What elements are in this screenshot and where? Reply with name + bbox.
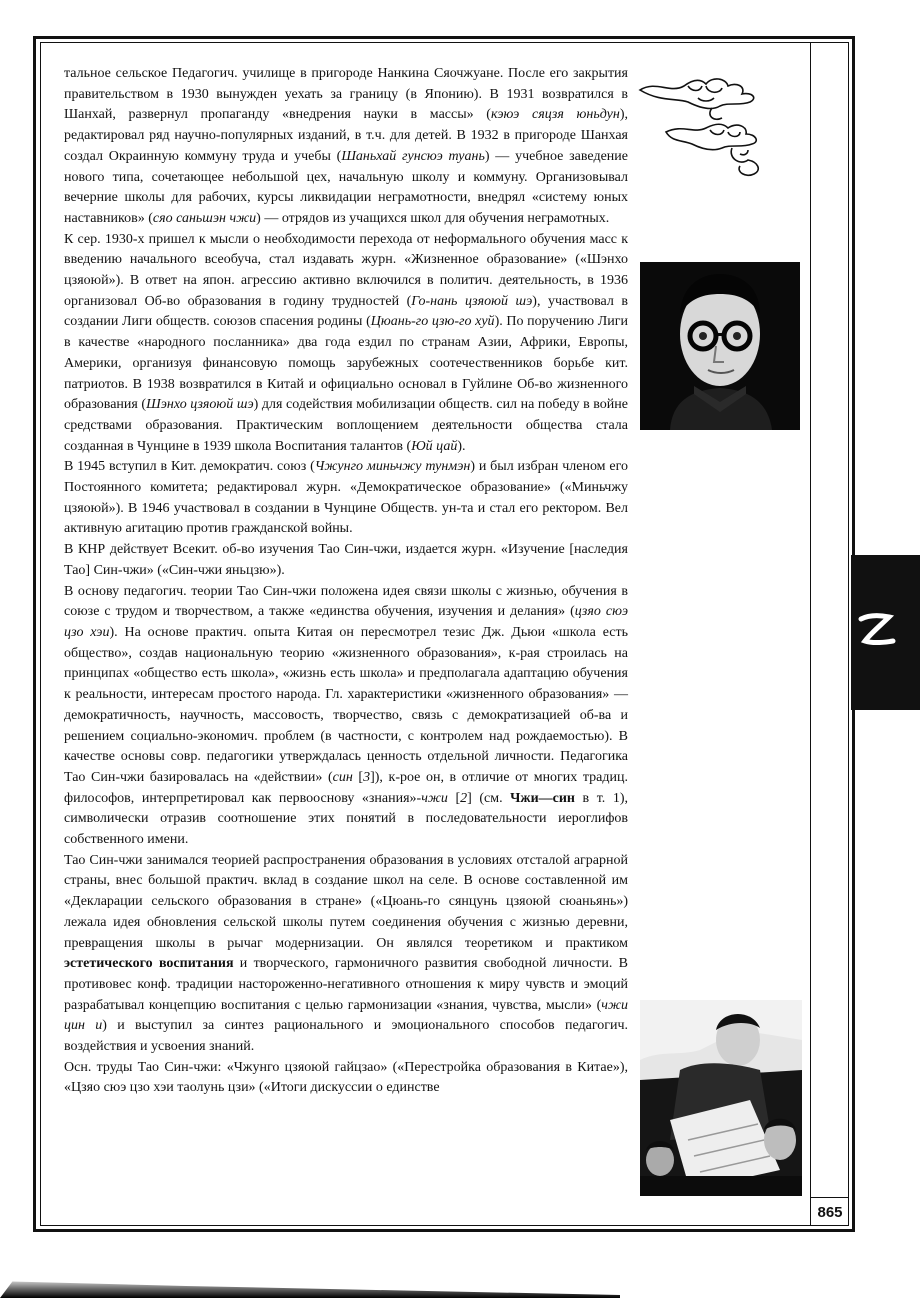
text-run: ). [457, 438, 466, 454]
section-thumb-tab [851, 555, 920, 710]
italic-term: Цюань-го цзю-го хуй [370, 314, 495, 330]
text-run: тальное сельское Педагогич. училище в пригороде Нанкина Сяочжуане. После его закрытия правительством в 1930 вынужден уехать за границу (в Японию). В 1931 возвратился в Шанхай, развернул пропаганду «внедрения науки в массы» ( [64, 66, 628, 123]
italic-term: Шаньхай гунсюэ туань [341, 148, 485, 164]
italic-term: 2 [460, 790, 468, 806]
text-run: [ [447, 790, 461, 806]
hieroglyph-tab-icon [857, 607, 897, 655]
paragraph [64, 851, 628, 1058]
text-run: ] (см. [467, 790, 511, 806]
teaching-photo [640, 1000, 802, 1196]
paragraph [64, 457, 628, 540]
sidebar-divider [810, 42, 811, 1226]
italic-term: сяо саньшэн чжи [152, 210, 257, 226]
scan-edge-shadow [0, 1268, 620, 1298]
text-run: В основу педагогич. теории Тао Син-чжи положена идея связи школы с жизнью, обучения в союзе с трудом и творчеством, а также «единства обучения, изучения и делания» ( [64, 583, 628, 620]
text-run: К сер. 1930-х пришел к мысли о необходимости перехода от неформального обучения масс к введению начального всеобуча, стал издавать журн. «Жизненное образование» («Шэнхо цзяоюй»). В ответ на япон. агрессию активно включился в политич. деятельность, в 1936 организовал Об-во образования в годину трудностей ( [64, 231, 628, 309]
text-run: ) — учебное заведение нового типа, сочетающее небольшой цех, начальную школу и коммуну. Организовывал вечерние школы для рабочих, курсы ликвидации неграмотности, внедрял «систему юных наставников» ( [64, 148, 628, 226]
italic-term: Го-нань цзяоюй шэ [411, 293, 533, 309]
italic-term: син [332, 769, 353, 785]
text-run: В 1945 вступил в Кит. демократич. союз ( [64, 459, 315, 475]
paragraph [64, 582, 628, 851]
text-run: Осн. труды Тао Син-чжи: «Чжунго цзяоюй гайцзао» («Перестройка образования в Китае»), «Цзяо сюэ цзо хэи таолунь цзи» («Итоги дискуссии о единстве [64, 1059, 628, 1096]
text-run: в т. 1), символически отразив соотношение этих понятий в последовательности иероглифов собственного имени. [64, 790, 628, 848]
paragraph [64, 540, 628, 581]
text-run: ) и был избран членом его Постоянного комитета; редактировал журн. «Демократическое образование» («Миньчжу цзяоюй»). В 1946 участвовал в создании в Чунцине Обществ. ун-та и стал его ректором. Вел активную агитацию против гражданской войны. [64, 459, 628, 537]
text-run: ]), к-рое он, в отличие от многих традиц. философов, интерпретировал как первооснову «знания»- [64, 769, 628, 806]
text-run: ) для содействия мобилизации обществ. сил на победу в войне средствами образования. Практическим воплощением деятельности общества стала созданная в Чунцине в 1939 школа Воспитания талантов ( [64, 397, 628, 454]
text-run: [ [352, 769, 364, 785]
article-text [64, 64, 628, 1099]
text-run: и творческого, гармоничного развития свободной личности. В противовес конф. традиции настороженно-негативного отношения к миру чувств и эмоций разрабатывал концепцию воспитания с целью гармонизации «знания, чувства, мысли» ( [64, 956, 628, 1013]
text-run: ). На основе практич. опыта Китая он пересмотрел тезис Дж. Дьюи «школа есть общество», создав национальную теорию «жизненного образования», к-рая строилась на принципах «общество есть школа», «жизнь есть школа» и предполагала адаптацию обучения к реальности, интересам простого народа. Гл. характеристики «жизненного образования» — демократичность, научность, массовость, творчество, связь с демократизацией об-ва и решением социально-экономич. проблем (в частности, с контролем над рождаемостью). В качестве основы совр. педагогики утверждалась ценность отдельной личности. Педагогика Тао Син-чжи базировалась на «действии» ( [64, 624, 628, 785]
bold-reference: Чжи—син [510, 790, 575, 806]
italic-term: кэюэ сяцзя юньдун [490, 107, 620, 123]
portrait-photo [640, 262, 800, 430]
bold-reference: эстетического воспитания [64, 956, 234, 972]
italic-term: Юй цай [411, 438, 458, 454]
page-number: 865 [811, 1197, 849, 1226]
italic-term: Шэнхо цзяоюй шэ [146, 397, 254, 413]
text-run: ) — отрядов из учащихся школ для обучения неграмотных. [256, 210, 610, 226]
text-run: ) и выступил за синтез рационального и эмоционального способов педагогич. воздействия и усвоения знаний. [64, 1018, 628, 1055]
italic-term: чжи цин и [64, 997, 628, 1034]
text-run: Тао Син-чжи занимался теорией распространения образования в условиях отсталой аграрной страны, внес большой практич. вклад в создание школ на селе. В основе составленной им «Декларации сельского образования в стране» («Цюань-го сянцунь цзяоюй сюаньянь») лежала идея обновления сельской школы путем соединения обучения с жизнью деревни, превращения школы в рычаг модернизации. Он являлся теоретиком и практиком [64, 852, 628, 951]
cloud-ornament-icon [636, 72, 776, 184]
italic-term: чжи [421, 790, 448, 806]
paragraph [64, 1058, 628, 1099]
italic-term: цзяо сюэ цзо хэи [64, 604, 628, 640]
italic-term: 3 [363, 769, 371, 785]
paragraph [64, 64, 628, 230]
paragraph [64, 230, 628, 458]
text-run: ), участвовал в создании Лиги обществ. союзов спасения родины ( [64, 293, 628, 330]
text-run: В КНР действует Всекит. об-во изучения Тао Син-чжи, издается журн. «Изучение [наследия Тао] Син-чжи» («Син-чжи яньцзю»). [64, 542, 628, 578]
italic-term: Чжунго миньчжу тунмэн [314, 459, 471, 475]
text-run: ). По поручению Лиги в качестве «народного посланника» два года ездил по странам Азии, Африки, Европы, Америки, организуя финансовую помощь зарубежных соотечественников борьбе кит. патриотов. В 1938 возвратился в Китай и официально основал в Гуйлине Об-во жизненного образования ( [64, 314, 629, 413]
text-run: ), редактировал ряд научно-популярных изданий, в т.ч. для детей. В 1932 в пригороде Шанхая создал Окраинную коммуну труда и учебы ( [64, 107, 628, 164]
